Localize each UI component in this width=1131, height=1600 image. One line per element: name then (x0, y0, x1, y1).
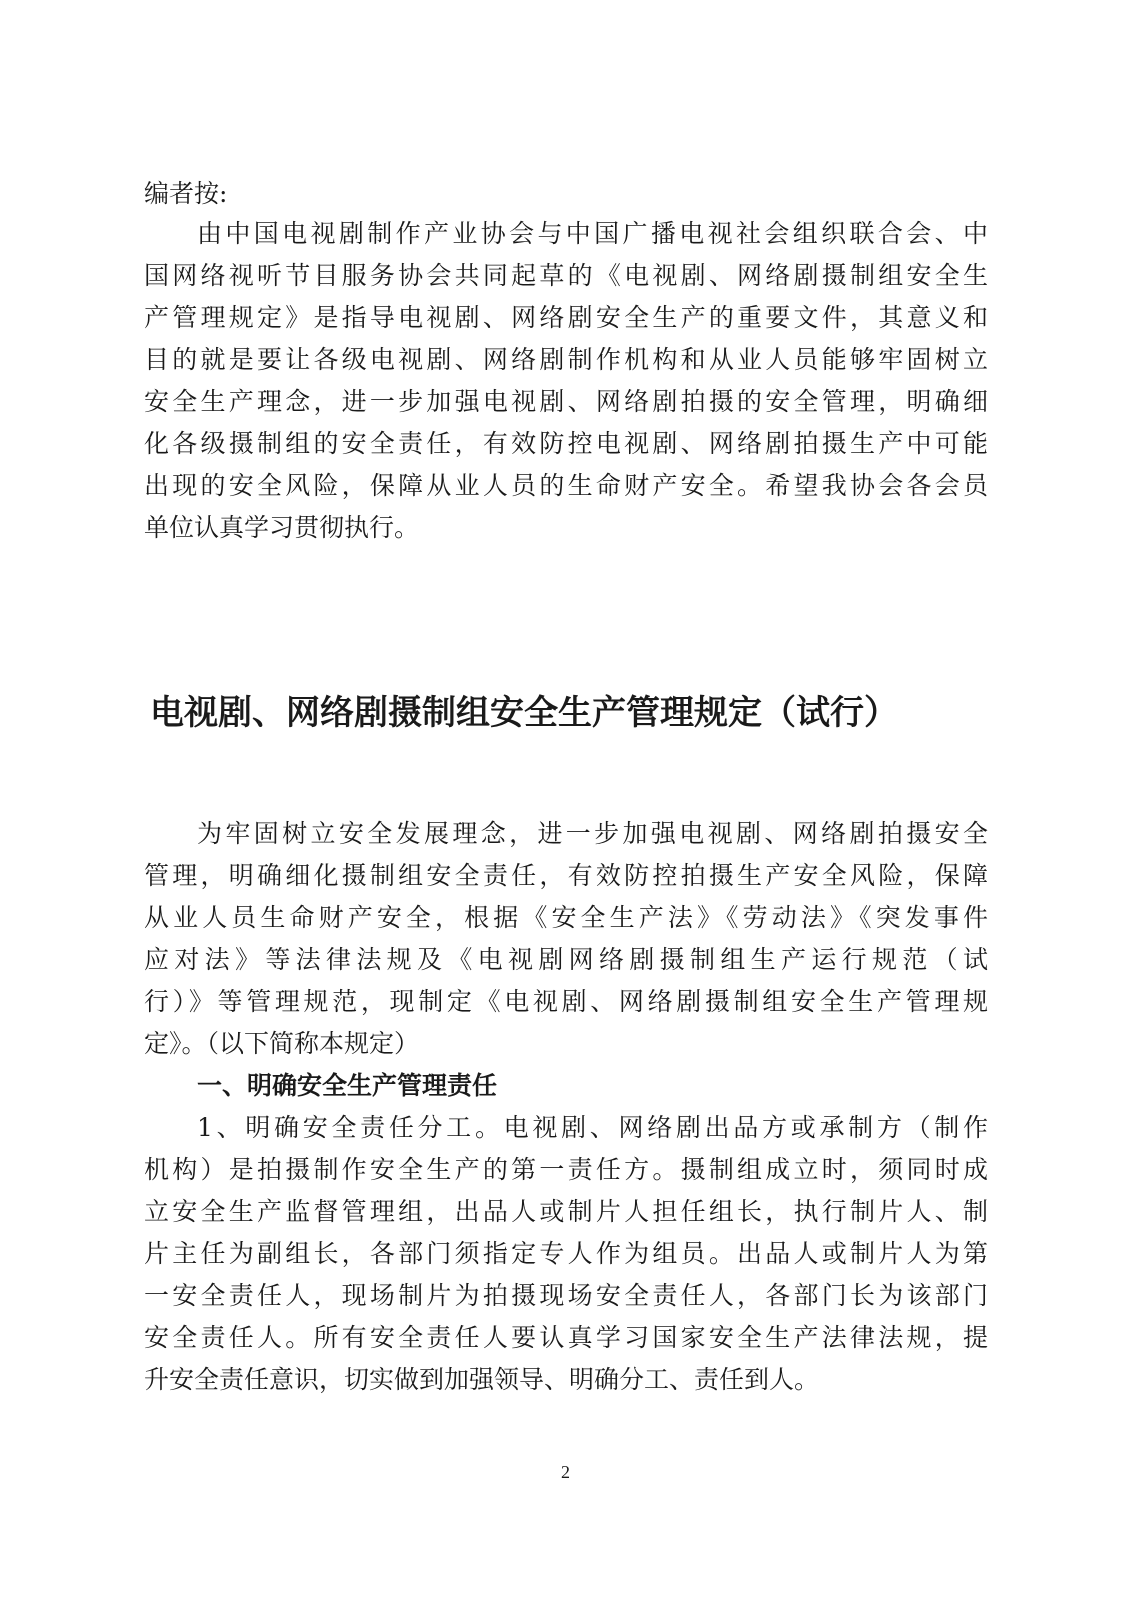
page-number: 2 (561, 1462, 570, 1482)
editor-note-line: 国网络视听节目服务协会共同起草的《电视剧、网络剧摄制组安全生 (144, 261, 988, 290)
preamble-line: 为牢固树立安全发展理念，进一步加强电视剧、网络剧拍摄安全 (197, 819, 988, 848)
preamble-line: 管理，明确细化摄制组安全责任，有效防控拍摄生产安全风险，保障 (144, 861, 988, 890)
section-paragraph-line: 一安全责任人，现场制片为拍摄现场安全责任人，各部门长为该部门 (144, 1281, 988, 1310)
editor-note-line: 化各级摄制组的安全责任，有效防控电视剧、网络剧拍摄生产中可能 (144, 429, 988, 458)
section-paragraph-line: 1、明确安全责任分工。电视剧、网络剧出品方或承制方（制作 (197, 1113, 988, 1142)
section-heading: 一、明确安全生产管理责任 (197, 1071, 498, 1100)
section-paragraph-line: 安全责任人。所有安全责任人要认真学习国家安全生产法律法规，提 (144, 1323, 988, 1352)
document-title: 电视剧、网络剧摄制组安全生产管理规定（试行） (150, 693, 898, 733)
section-paragraph-line: 机构）是拍摄制作安全生产的第一责任方。摄制组成立时，须同时成 (144, 1155, 988, 1184)
section-paragraph-line: 升安全责任意识，切实做到加强领导、明确分工、责任到人。 (144, 1365, 820, 1394)
section-paragraph-line: 片主任为副组长，各部门须指定专人作为组员。出品人或制片人为第 (144, 1239, 988, 1268)
section-paragraph-line: 立安全生产监督管理组，出品人或制片人担任组长，执行制片人、制 (144, 1197, 988, 1226)
preamble-line: 定》。（以下简称本规定） (144, 1029, 420, 1058)
editor-note-line: 产管理规定》是指导电视剧、网络剧安全生产的重要文件，其意义和 (144, 303, 988, 332)
preamble-line: 从业人员生命财产安全，根据《安全生产法》《劳动法》《突发事件 (144, 903, 988, 932)
preamble-line: 应对法》等法律法规及《电视剧网络剧摄制组生产运行规范（试 (144, 945, 988, 974)
editor-note-line: 安全生产理念，进一步加强电视剧、网络剧拍摄的安全管理，明确细 (144, 387, 988, 416)
editor-note-line: 由中国电视剧制作产业协会与中国广播电视社会组织联合会、中 (197, 219, 988, 248)
editor-note-line: 单位认真学习贯彻执行。 (144, 513, 420, 542)
editor-note-line: 目的就是要让各级电视剧、网络剧制作机构和从业人员能够牢固树立 (144, 345, 988, 374)
preamble-line: 行）》等管理规范，现制定《电视剧、网络剧摄制组安全生产管理规 (144, 987, 988, 1016)
editor-note-line: 出现的安全风险，保障从业人员的生命财产安全。希望我协会各会员 (144, 471, 988, 500)
editor-note-label: 编者按: (144, 179, 228, 208)
